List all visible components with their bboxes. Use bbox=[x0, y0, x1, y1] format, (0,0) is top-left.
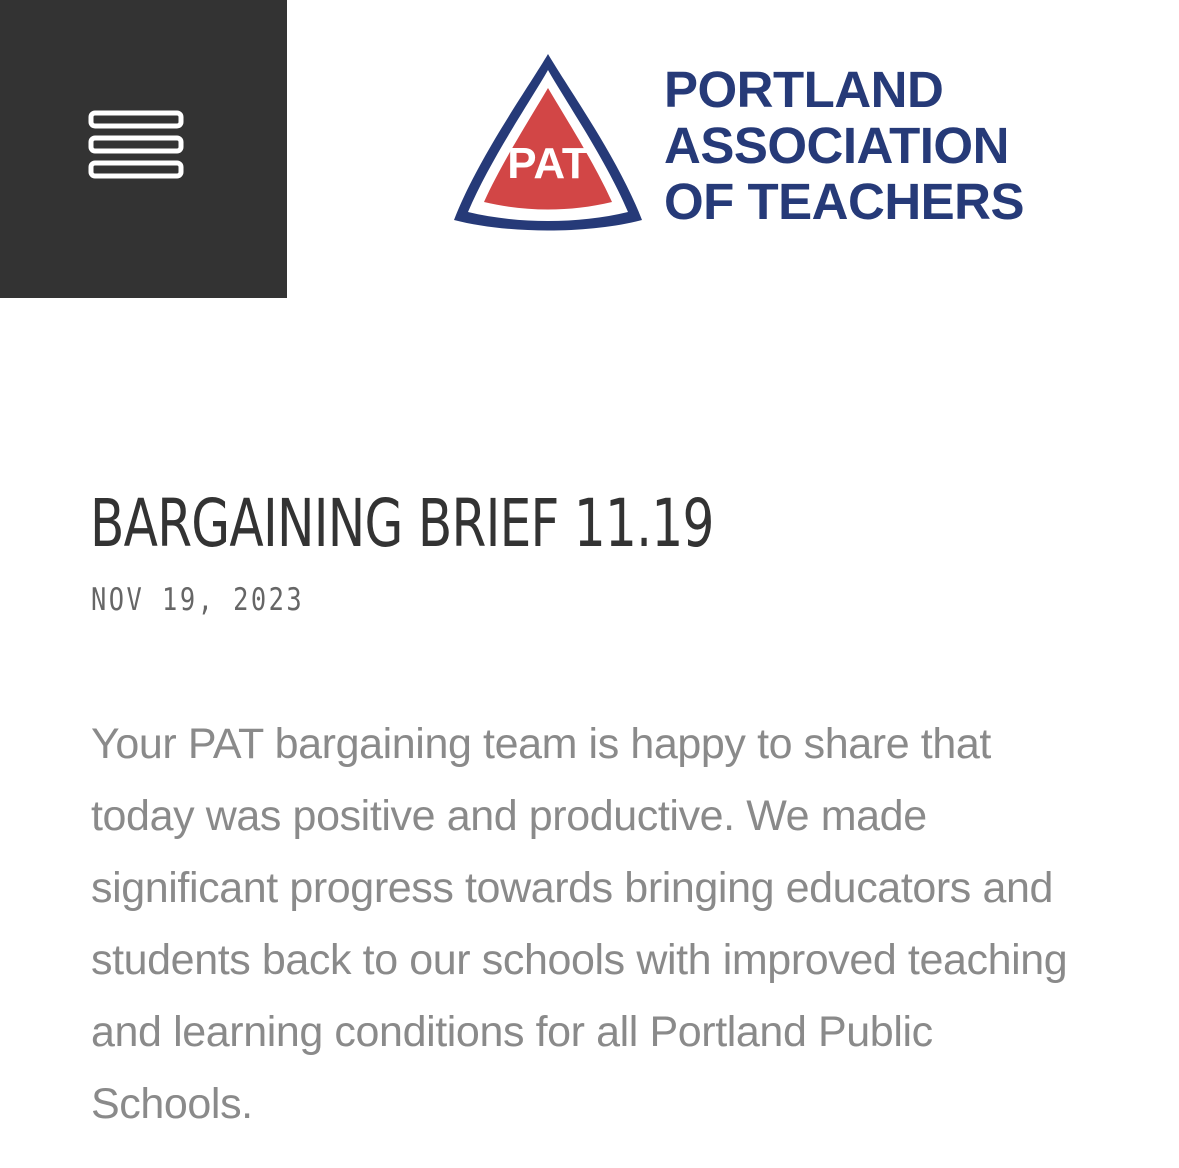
emblem-text: PAT bbox=[507, 139, 589, 188]
pat-logo[interactable] bbox=[448, 48, 1025, 248]
pat-emblem-icon bbox=[448, 48, 648, 240]
logo-line-portland: PORTLAND bbox=[664, 61, 944, 118]
logo-line-association: ASSOCIATION bbox=[664, 117, 1009, 174]
post-date: NOV 19, 2023 bbox=[91, 582, 305, 618]
logo-line-of-teachers: OF TEACHERS bbox=[664, 173, 1025, 230]
hamburger-menu-icon bbox=[88, 110, 184, 180]
post-body: Your PAT bargaining team is happy to share that today was positive and productive. We made significant progress towards bringing educators and students back to our schools with improved teaching and learning conditions for all Portland Public Schools. bbox=[91, 720, 1068, 1128]
menu-button[interactable] bbox=[0, 0, 287, 298]
post-title: BARGAINING BRIEF 11.19 bbox=[90, 485, 714, 562]
